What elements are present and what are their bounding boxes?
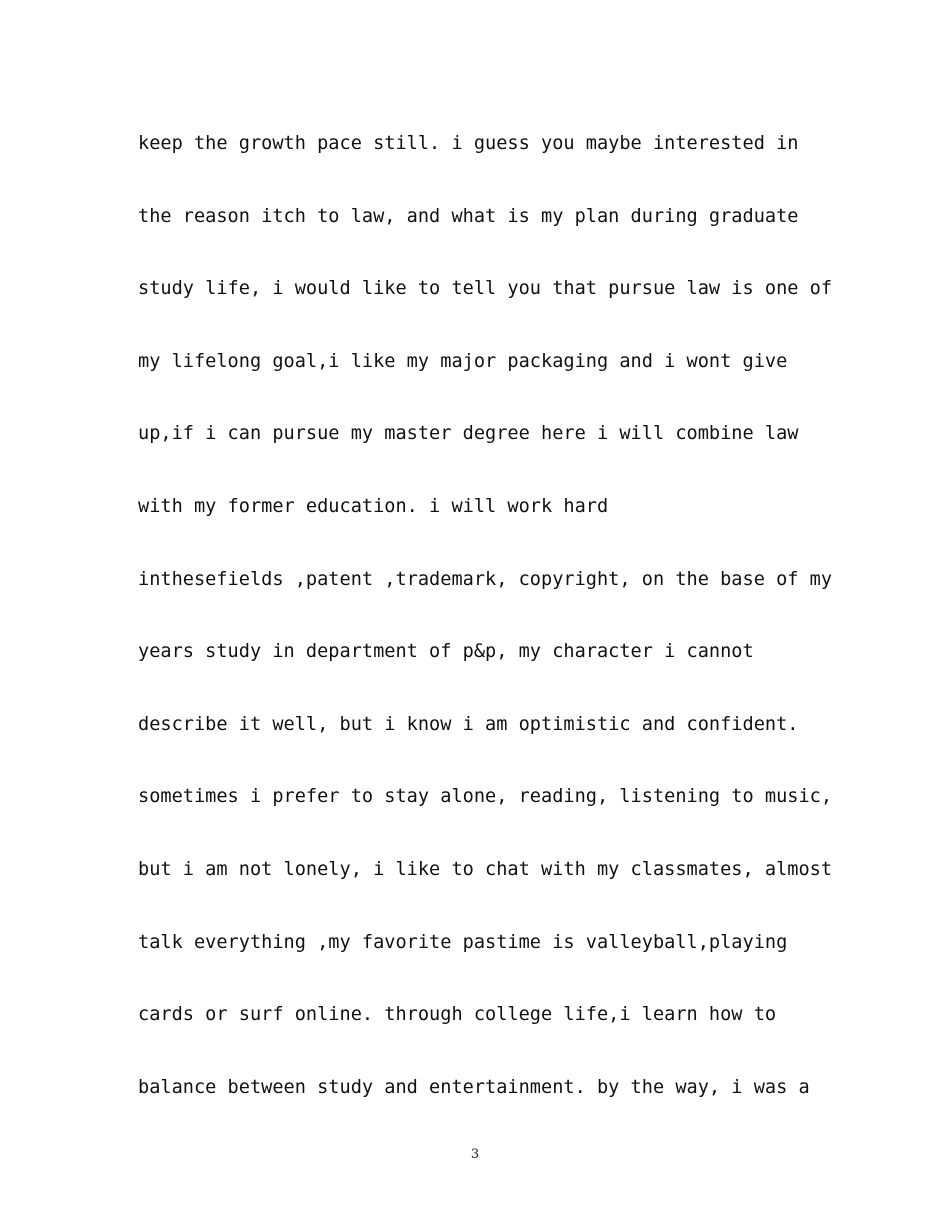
text-line: sometimes i prefer to stay alone, reading, listening to music, [138,786,833,808]
body-text [138,108,833,1124]
text-line: years study in department of p&p, my character i cannot [138,641,754,663]
text-line: talk everything ,my favorite pastime is valleyball,playing [138,931,788,953]
text-line: with my former education. i will work hard [138,495,609,517]
text-line: balance between study and entertainment. by the way, i was a [138,1076,810,1098]
text-line: cards or surf online. through college life,i learn how to [138,1004,777,1026]
text-line: but i am not lonely, i like to chat with my classmates, almost [138,858,833,880]
text-line: my lifelong goal,i like my major packaging and i wont give [138,350,788,372]
text-line: the reason itch to law, and what is my plan during graduate [138,205,799,227]
text-line: up,if i can pursue my master degree here i will combine law [138,423,799,445]
page-number: 3 [470,1147,480,1162]
text-line: keep the growth pace still. i guess you maybe interested in [138,133,799,154]
text-line: describe it well, but i know i am optimistic and confident. [138,713,799,735]
text-line: inthesefields ,patent ,trademark, copyright, on the base of my [138,568,833,590]
text-line: study life, i would like to tell you that pursue law is one of [138,278,833,300]
